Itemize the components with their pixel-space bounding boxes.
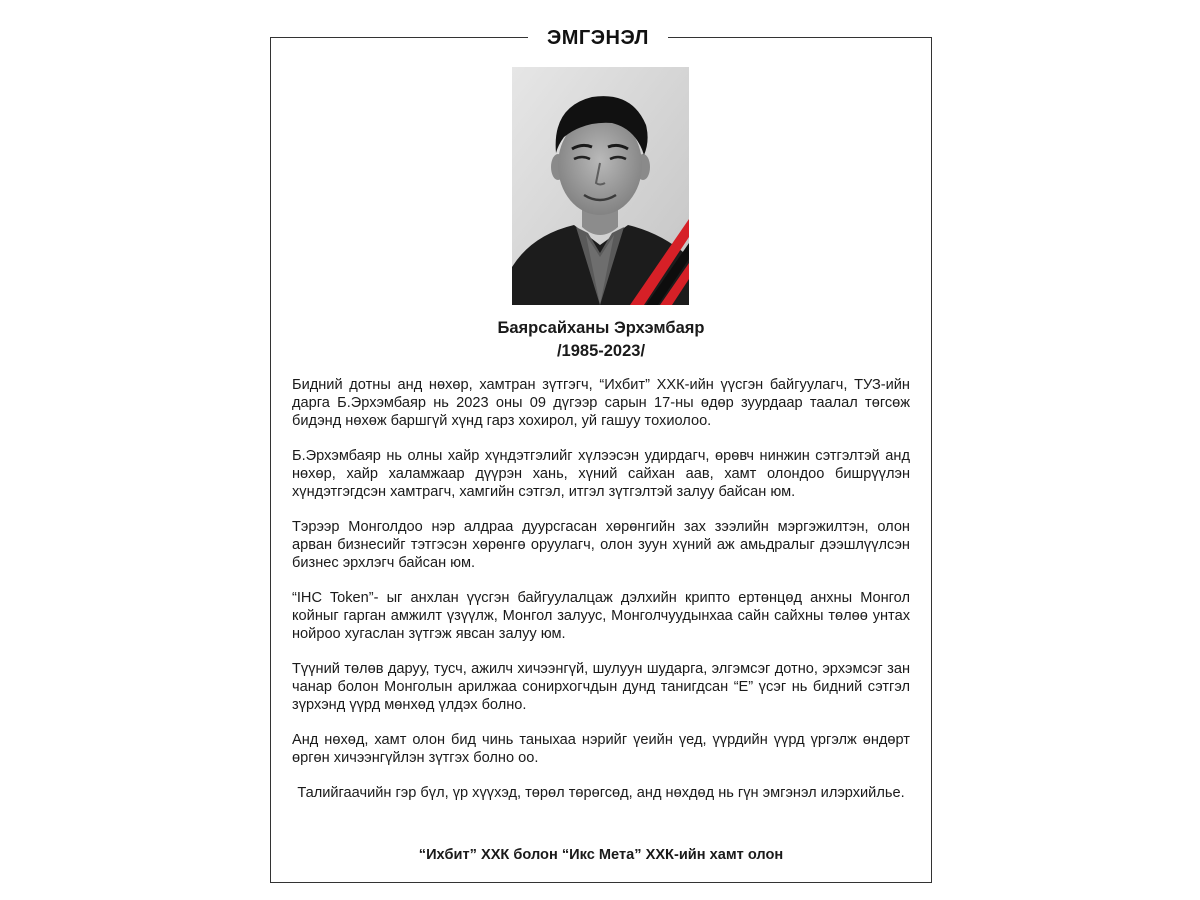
paragraph: Тэрээр Монголдоо нэр алдраа дуурсгасан хөрөнгийн зах зээлийн мэргэжилтэн, олон арван бизнесийг тэтгэсэн хөрөнгө оруулагч, олон зуун хүний аж амьдралыг дээшлүүлсэн бизнес эрхлэгч байсан юм. — [292, 519, 910, 571]
paragraph: Түүний төлөв даруу, тусч, ажилч хичээнгүй, шулуун шударга, элгэмсэг дотно, эрхэмсэг зан чанар болон Монголын арилжаа сонирхогчдын дунд танигдсан “Е” үсэг нь бидний сэтгэл зүрхэнд үүрд мөнхөд үлдэх болно. — [292, 661, 910, 713]
deceased-years: /1985-2023/ — [556, 342, 646, 360]
deceased-name: Баярсайханы Эрхэмбаяр — [497, 319, 705, 337]
page-title: ЭМГЭНЭЛ — [528, 22, 668, 54]
paragraph: Б.Эрхэмбаяр нь олны хайр хүндэтгэлийг хүлээсэн удирдагч, өрөвч нинжин сэтгэлтэй анд нөхөр, хайр халамжаар дүүрэн хань, хүний сайхан аав, хамт олондоо бишрүүлэн хүндэтгэгдсэн хамтрагч, хамгийн сэтгэл, итгэл зүтгэлтэй залуу байсан юм. — [292, 448, 910, 500]
signoff: “Ихбит” ХХК болон “Икс Мета” ХХК-ийн хамт олон — [418, 847, 784, 863]
paragraph: “IHC Token”- ыг анхлан үүсгэн байгуулалцаж дэлхийн крипто ертөнцөд анхны Монгол койныг гарган амжилт үзүүлж, Монгол залуус, Монголчуудынхаа сайн сайхны төлөө унтах нойроо хугаслан зүтгэж явсан залуу юм. — [292, 590, 910, 642]
paragraph: Анд нөхөд, хамт олон бид чинь таныхаа нэрийг үеийн үед, үүрдийн үүрд үргэлж өндөрт өргөн хичээнгүйлэн зүтгэх болно оо. — [292, 732, 910, 766]
paragraph: Талийгаачийн гэр бүл, үр хүүхэд, төрөл төрөгсөд, анд нөхдөд нь гүн эмгэнэл илэрхийлье. — [297, 785, 905, 801]
portrait-photo — [512, 67, 689, 305]
obituary-body — [292, 376, 910, 815]
paragraph: Бидний дотны анд нөхөр, хамтран зүтгэгч, “Ихбит” ХХК-ийн үүсгэн байгуулагч, ТУЗ-ийн дарга Б.Эрхэмбаяр нь 2023 оны 09 дүгээр сарын 17-ны өдөр зуурдаар таалал төгсөж бидэнд нөхөж баршгүй хүнд гарз хохирол, уй гашуу тохиолоо. — [292, 377, 910, 429]
